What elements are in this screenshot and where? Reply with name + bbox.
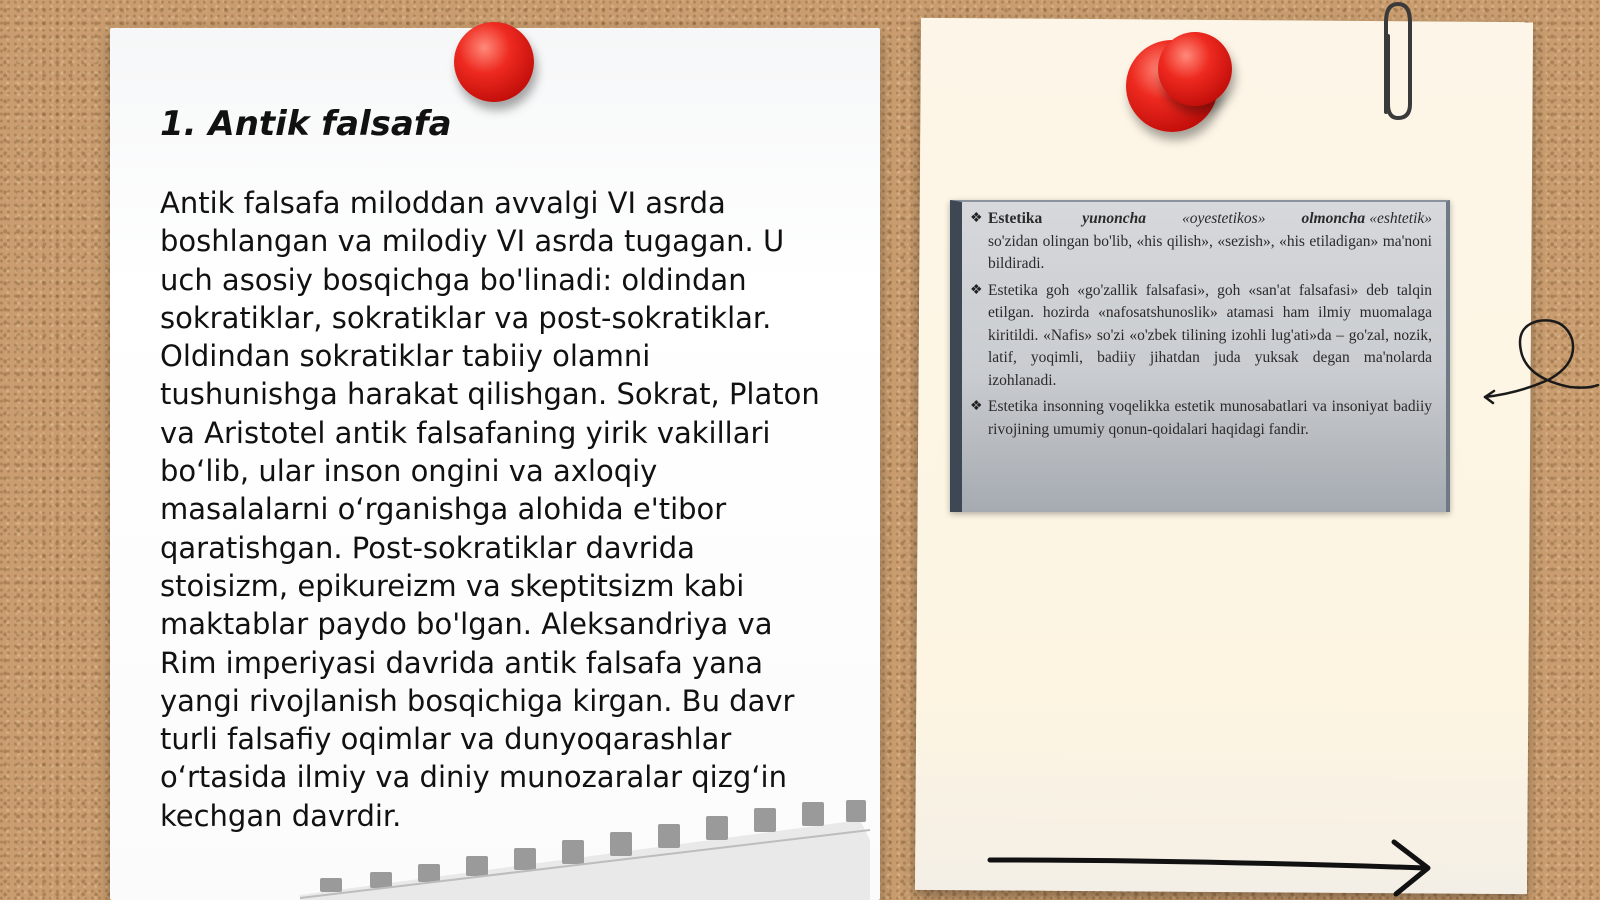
doc-paragraph (970, 396, 1432, 441)
document-image (950, 200, 1450, 512)
red-push-pin-icon (454, 22, 534, 102)
diamond-bullet-icon: ❖ (970, 399, 983, 414)
red-push-pin-icon (1158, 32, 1232, 106)
arrow-right-icon (986, 838, 1446, 898)
doc-text: Estetika insonning voqelikka estetik munosabatlari va insoniyat badiiy rivojining umumiy qonun-qoidalari haqidagi fandir. (988, 398, 1432, 438)
paperclip-icon (1376, 0, 1420, 124)
doc-word: «eshtetik» (1369, 210, 1433, 227)
diamond-bullet-icon: ❖ (970, 282, 983, 298)
note-title: 1. Antik falsafa (160, 104, 452, 144)
doc-term: Estetika (988, 210, 1043, 227)
doc-text: so'zidan olingan bo'lib, «his qilish», «sezish», «his etiladigan» ma'noni bildiradi. (988, 232, 1432, 272)
doc-word: yunoncha (1082, 210, 1146, 227)
doc-paragraph (970, 280, 1432, 393)
diamond-bullet-icon: ❖ (970, 211, 983, 226)
doc-text: Estetika goh «go'zallik falsafasi», goh «san'at falsafasi» deb talqin etilgan. hozirda «nafosatshunoslik» atamasi ham ilmiy muomalaga kiritildi. «Nafis» so'zi «o'zbek tilining izohli lug'ati»da – go'zal, nozik, latif, yoqimli, badiiy jihatdan juda yuksak degan ma'nolarda izohlanadi. (988, 281, 1432, 389)
loop-doodle-icon (1480, 315, 1600, 415)
doc-paragraph (970, 208, 1432, 276)
doc-word: olmoncha (1301, 210, 1366, 227)
doc-word: «oyestetikos» (1181, 210, 1266, 227)
note-body-text: Antik falsafa miloddan avvalgi VI asrda boshlangan va milodiy VI asrda tugagan. U uch asosiy bosqichga bo'linadi: oldindan sokratiklar, sokratiklar va post-sokratiklar. Oldindan sokratiklar tabiiy olamni tushunishga harakat qilishgan. Sokrat, Platon va Aristotel antik falsafaning yirik vakillari bo‘lib, ular inson ongini va axloqiy masalalarni o‘rganishga alohida e'tibor qaratishgan. Post-sokratiklar davrida stoisizm, epikureizm va skeptitsizm kabi maktablar paydo bo'lgan. Aleksandriya va Rim imperiyasi davrida antik falsafa yana yangi rivojlanish bosqichiga kirgan. Bu davr turli falsafiy oqimlar va dunyoqarashlar o‘rtasida ilmiy va diniy munozaralar qizg‘in kechgan davrdir. (160, 186, 820, 833)
